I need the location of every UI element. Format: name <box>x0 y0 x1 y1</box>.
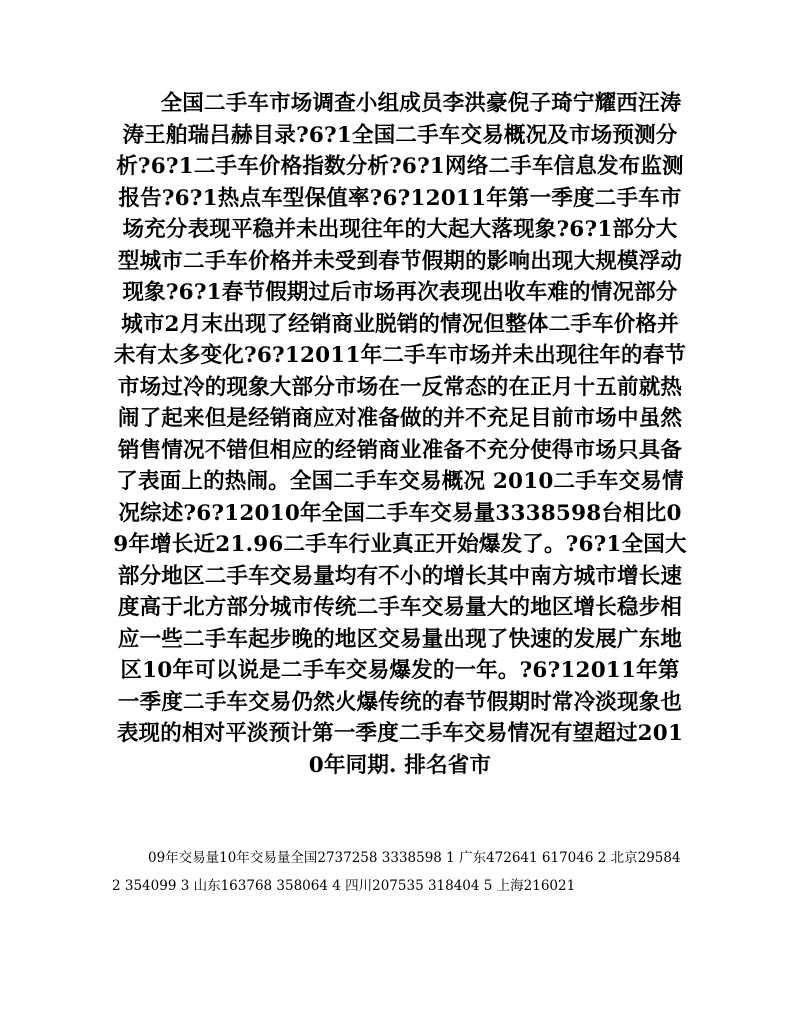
heading-paragraph: 全国二手车市场调查小组成员李洪豪倪子琦宁耀西汪涛涛王舶瑞吕赫目录?6?1全国二手车交易概况及市场预测分析?6?1二手车价格指数分析?6?1网络二手车信息发布监测报告?6?1热点车型保值率?6?12011年第一季度二手车市场充分表现平稳并未出现往年的大起大落现象?6?1部分大型城市二手车价格并未受到春节假期的影响出现大规模浮动现象?6?1春节假期过后市场再次表现出收车难的情况部分城市2月末出现了经销商业脱销的情况但整体二手车价格并未有太多变化?6?12011年二手车市场并未出现往年的春节市场过冷的现象大部分市场在一反常态的在正月十五前就热闹了起来但是经销商应对准备做的并不充足目前市场中虽然销售情况不错但相应的经销商业准备不充分使得市场只具备了表面上的热闹。全国二手车交易概况 2010二手车交易情况综述?6?12010年全国二手车交易量3338598台相比09年增长近21.96二手车行业真正开始爆发了。?6?1全国大部分地区二手车交易量均有不小的增长其中南方城市增长速度高于北方部分城市传统二手车交易量大的地区增长稳步相应一些二手车起步晚的地区交易量出现了快速的发展广东地区10年可以说是二手车交易爆发的一年。?6?12011年第一季度二手车交易仍然火爆传统的春节假期时常冷淡现象也表现的相对平淡预计第一季度二手车交易情况有望超过2010年同期. 排名省市 <box>113 91 687 778</box>
table-text-paragraph: 09年交易量10年交易量全国2737258 3338598 1 广东472641 617046 2 北京295842 354099 3 山东163768 358064 4 四川207535 318404 5 上海216021 <box>112 850 681 894</box>
